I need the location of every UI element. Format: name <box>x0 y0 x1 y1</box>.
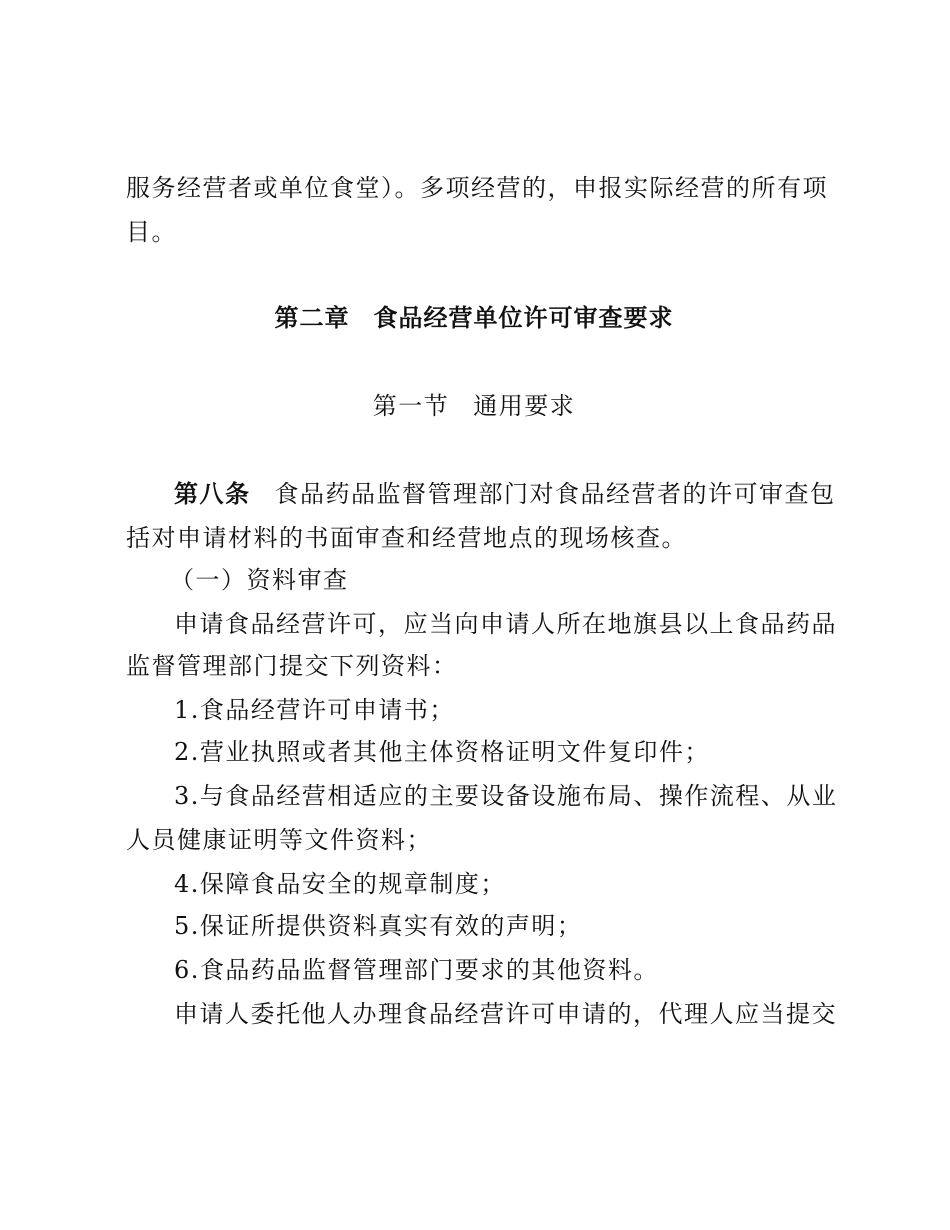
list-item-3-continued: 人员健康证明等文件资料； <box>126 826 432 854</box>
section-title: 通用要求 <box>473 392 576 420</box>
article-8-text-1: 食品药品监督管理部门对食品经营者的许可审查包 <box>274 480 836 508</box>
article-8-label: 第八条 <box>174 480 251 508</box>
chapter-heading <box>126 298 822 339</box>
apply-line-1: 申请食品经营许可，应当向申请人所在地旗县以上食品药品 <box>174 610 837 638</box>
section-heading <box>126 386 822 427</box>
list-item-4: 4.保障食品安全的规章制度； <box>174 870 506 898</box>
section-label: 第一节 <box>372 392 450 420</box>
apply-line-2: 监督管理部门提交下列资料： <box>126 652 458 680</box>
chapter-title: 食品经营单位许可审查要求 <box>373 304 674 332</box>
subheading-document-review: （一）资料审查 <box>170 566 349 594</box>
article-8-line-2: 括对申请材料的书面审查和经营地点的现场核查。 <box>126 524 687 552</box>
intro-line-1: 服务经营者或单位食堂）。多项经营的，申报实际经营的所有项 <box>126 174 828 202</box>
article-8-line-1 <box>126 474 836 515</box>
intro-line-2: 目。 <box>126 218 177 246</box>
closing-line: 申请人委托他人办理食品经营许可申请的，代理人应当提交 <box>174 1000 837 1028</box>
list-item-1: 1.食品经营许可申请书； <box>174 696 455 724</box>
chapter-label: 第二章 <box>274 304 350 332</box>
list-item-2: 2.营业执照或者其他主体资格证明文件复印件； <box>174 738 710 766</box>
list-item-6: 6.食品药品监督管理部门要求的其他资料。 <box>174 956 659 984</box>
list-item-5: 5.保证所提供资料真实有效的声明； <box>174 912 583 940</box>
list-item-3: 3.与食品经营相适应的主要设备设施布局、操作流程、从业 <box>174 782 838 810</box>
